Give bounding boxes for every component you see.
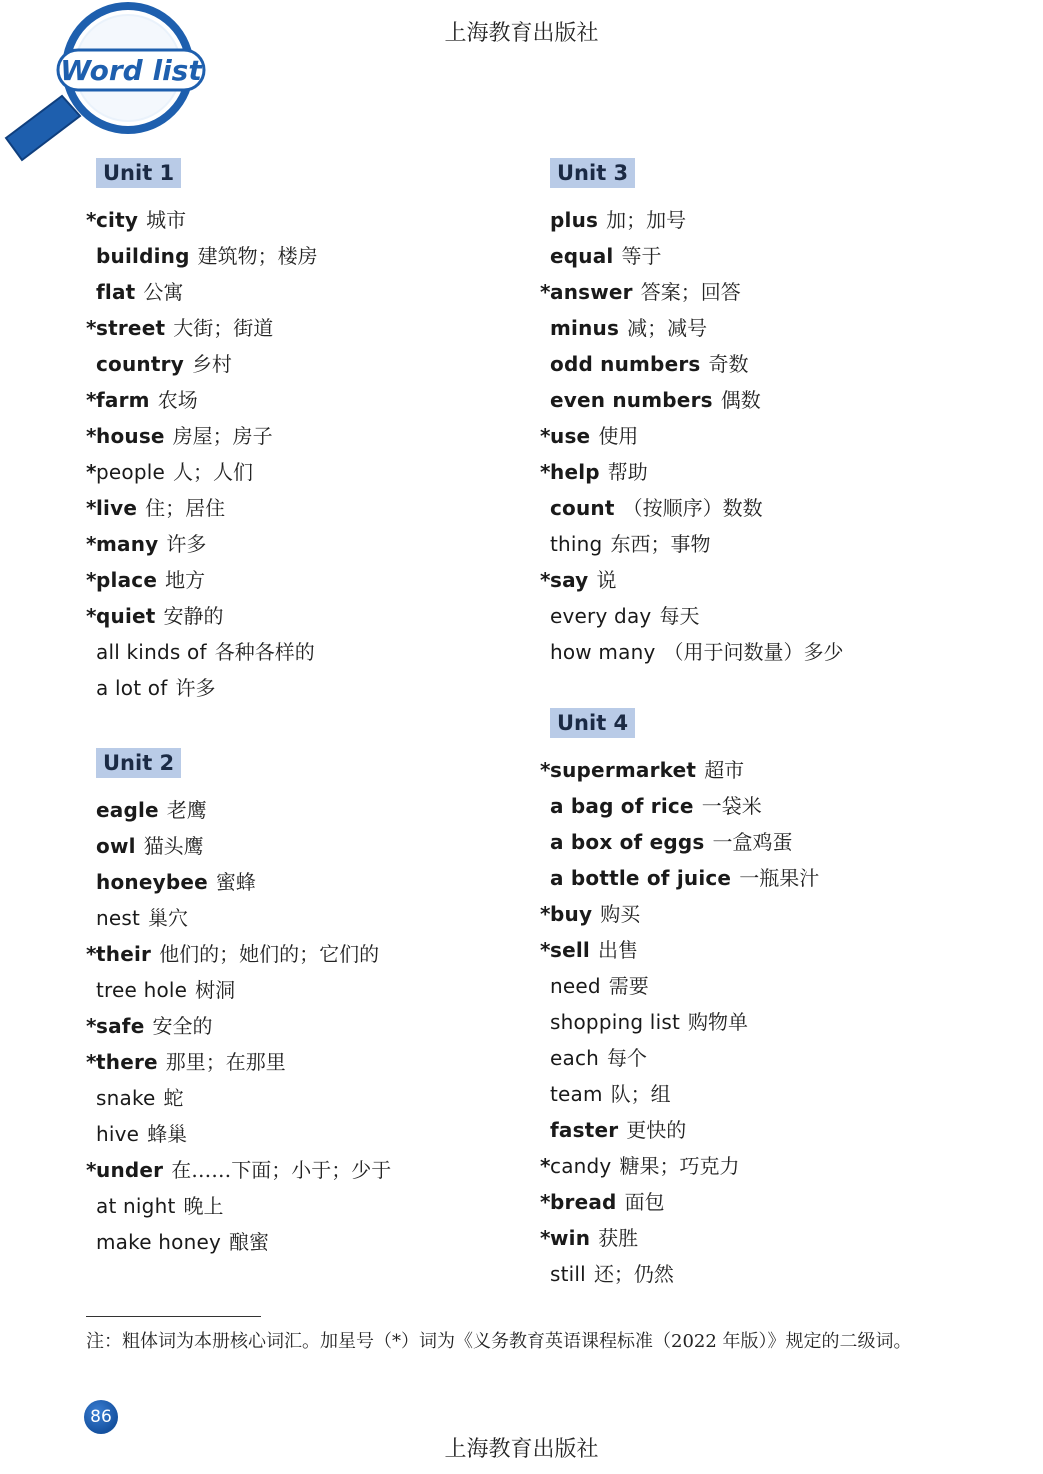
word-entry <box>86 1044 516 1080</box>
english-word: tree hole <box>96 978 188 1002</box>
unit-1-word-list <box>86 202 516 706</box>
word-entry <box>86 900 516 936</box>
chinese-meaning: 人；人们 <box>173 460 253 484</box>
core-word-star: * <box>540 1190 551 1214</box>
english-word: candy <box>550 1154 612 1178</box>
chinese-meaning: 安静的 <box>163 604 224 628</box>
english-word: faster <box>550 1118 619 1142</box>
core-word-star: * <box>86 424 97 448</box>
word-entry <box>86 1116 516 1152</box>
chinese-meaning: 出售 <box>597 938 638 962</box>
word-entry <box>540 752 1010 788</box>
chinese-meaning: 面包 <box>624 1190 665 1214</box>
english-word: eagle <box>96 798 159 822</box>
english-word: even numbers <box>550 388 713 412</box>
english-word: odd numbers <box>550 352 701 376</box>
publisher-footer: 上海教育出版社 <box>444 1437 599 1462</box>
english-word: safe <box>96 1014 145 1038</box>
unit-3-block <box>540 158 1010 670</box>
word-entry <box>86 864 516 900</box>
english-word: building <box>96 244 190 268</box>
english-word: thing <box>550 532 603 556</box>
english-word: supermarket <box>550 758 697 782</box>
word-entry <box>86 792 516 828</box>
word-entry <box>540 1004 1010 1040</box>
chinese-meaning: 获胜 <box>598 1226 639 1250</box>
english-word: count <box>550 496 615 520</box>
chinese-meaning: 每个 <box>607 1046 648 1070</box>
word-entry <box>86 454 516 490</box>
core-word-star: * <box>86 1014 97 1038</box>
word-entry <box>540 896 1010 932</box>
word-entry <box>540 526 1010 562</box>
english-word: team <box>550 1082 603 1106</box>
chinese-meaning: 许多 <box>175 676 216 700</box>
word-entry <box>540 562 1010 598</box>
chinese-meaning: 晚上 <box>183 1194 224 1218</box>
english-word: quiet <box>96 604 156 628</box>
word-entry <box>540 1184 1010 1220</box>
core-word-star: * <box>86 208 97 232</box>
right-column <box>540 158 1010 1292</box>
core-word-star: * <box>86 568 97 592</box>
unit-1-title: Unit 1 <box>96 158 181 188</box>
chinese-meaning: 减；减号 <box>627 316 708 340</box>
chinese-meaning: 东西；事物 <box>610 532 711 556</box>
english-word: country <box>96 352 184 376</box>
chinese-meaning: 还；仍然 <box>593 1262 674 1286</box>
core-word-star: * <box>86 316 97 340</box>
word-entry <box>86 670 516 706</box>
english-word: plus <box>550 208 599 232</box>
core-word-star: * <box>540 280 551 304</box>
chinese-meaning: 购物单 <box>687 1010 748 1034</box>
chinese-meaning: 老鹰 <box>166 798 207 822</box>
logo-text: Word list <box>60 54 202 87</box>
word-entry <box>540 824 1010 860</box>
english-word: minus <box>550 316 620 340</box>
english-word: place <box>96 568 158 592</box>
english-word: buy <box>550 902 593 926</box>
word-entry <box>86 598 516 634</box>
core-word-star: * <box>86 460 97 484</box>
chinese-meaning: 猫头鹰 <box>143 834 204 858</box>
footnote-divider <box>86 1316 261 1317</box>
english-word: snake <box>96 1086 156 1110</box>
core-word-star: * <box>86 388 97 412</box>
word-entry <box>86 1188 516 1224</box>
word-entry <box>540 932 1010 968</box>
word-entry <box>540 346 1010 382</box>
word-entry <box>540 274 1010 310</box>
chinese-meaning: 在……下面；小于；少于 <box>171 1158 392 1182</box>
chinese-meaning: 糖果；巧克力 <box>619 1154 740 1178</box>
word-entry <box>86 1008 516 1044</box>
chinese-meaning: 购买 <box>600 902 641 926</box>
word-entry <box>86 936 516 972</box>
unit-2-title: Unit 2 <box>96 748 181 778</box>
english-word: many <box>96 532 159 556</box>
english-word: at night <box>96 1194 176 1218</box>
core-word-star: * <box>540 460 551 484</box>
chinese-meaning: 蛇 <box>163 1086 184 1110</box>
word-entry <box>86 202 516 238</box>
core-word-star: * <box>86 1050 97 1074</box>
word-entry <box>540 1148 1010 1184</box>
word-entry <box>540 598 1010 634</box>
word-entry <box>86 490 516 526</box>
word-entry <box>540 1040 1010 1076</box>
core-word-star: * <box>540 938 551 962</box>
english-word: shopping list <box>550 1010 680 1034</box>
english-word: use <box>550 424 591 448</box>
word-entry <box>540 454 1010 490</box>
word-entry <box>540 202 1010 238</box>
chinese-meaning: 答案；回答 <box>640 280 741 304</box>
word-entry <box>540 310 1010 346</box>
english-word: a lot of <box>96 676 168 700</box>
english-word: answer <box>550 280 633 304</box>
english-word: people <box>96 460 165 484</box>
chinese-meaning: 一袋米 <box>701 794 762 818</box>
publisher-header: 上海教育出版社 <box>444 21 599 46</box>
chinese-meaning: 每天 <box>659 604 700 628</box>
english-word: help <box>550 460 600 484</box>
chinese-meaning: 队；组 <box>610 1082 671 1106</box>
english-word: how many <box>550 640 656 664</box>
chinese-meaning: 建筑物；楼房 <box>197 244 318 268</box>
core-word-star: * <box>540 424 551 448</box>
word-entry <box>86 1152 516 1188</box>
chinese-meaning: 乡村 <box>191 352 232 376</box>
english-word: equal <box>550 244 614 268</box>
chinese-meaning: 更快的 <box>626 1118 687 1142</box>
unit-4-word-list <box>540 752 1010 1292</box>
chinese-meaning: 蜜蜂 <box>215 870 256 894</box>
english-word: flat <box>96 280 136 304</box>
english-word: street <box>96 316 166 340</box>
core-word-star: * <box>86 532 97 556</box>
chinese-meaning: 地方 <box>165 568 206 592</box>
footnote: 注：粗体词为本册核心词汇。加星号（*）词为《义务教育英语课程标准（2022 年版）》规定的二级词。 <box>86 1331 912 1352</box>
english-word: a bottle of juice <box>550 866 732 890</box>
chinese-meaning: 等于 <box>621 244 662 268</box>
word-entry <box>540 968 1010 1004</box>
word-entry <box>86 382 516 418</box>
unit-1-block <box>86 158 516 706</box>
english-word: each <box>550 1046 600 1070</box>
unit-2-word-list <box>86 792 516 1260</box>
chinese-meaning: 公寓 <box>143 280 184 304</box>
word-entry <box>86 1080 516 1116</box>
word-entry <box>540 634 1010 670</box>
chinese-meaning: 那里；在那里 <box>165 1050 286 1074</box>
unit-3-title: Unit 3 <box>550 158 635 188</box>
chinese-meaning: 房屋；房子 <box>172 424 273 448</box>
english-word: nest <box>96 906 141 930</box>
chinese-meaning: 需要 <box>608 974 649 998</box>
english-word: every day <box>550 604 652 628</box>
english-word: sell <box>550 938 590 962</box>
english-word: a bag of rice <box>550 794 694 818</box>
chinese-meaning: 许多 <box>166 532 207 556</box>
core-word-star: * <box>540 568 551 592</box>
word-entry <box>86 828 516 864</box>
word-entry <box>86 310 516 346</box>
word-entry <box>86 238 516 274</box>
core-word-star: * <box>86 1158 97 1182</box>
english-word: honeybee <box>96 870 208 894</box>
magnifier-handle <box>6 96 80 160</box>
english-word: owl <box>96 834 136 858</box>
chinese-meaning: 加；加号 <box>606 208 687 232</box>
core-word-star: * <box>86 604 97 628</box>
word-entry <box>540 1256 1010 1292</box>
core-word-star: * <box>540 1226 551 1250</box>
chinese-meaning: 农场 <box>157 388 198 412</box>
page-number-badge: 86 <box>84 1400 118 1434</box>
word-entry <box>540 1220 1010 1256</box>
core-word-star: * <box>540 902 551 926</box>
unit-4-block <box>540 708 1010 1292</box>
core-word-star: * <box>86 942 97 966</box>
english-word: farm <box>96 388 150 412</box>
word-entry <box>540 382 1010 418</box>
chinese-meaning: 大街；街道 <box>173 316 274 340</box>
english-word: need <box>550 974 601 998</box>
chinese-meaning: 使用 <box>598 424 639 448</box>
chinese-meaning: 一盒鸡蛋 <box>712 830 793 854</box>
english-word: their <box>96 942 152 966</box>
english-word: win <box>550 1226 591 1250</box>
chinese-meaning: 树洞 <box>195 978 236 1002</box>
chinese-meaning: 偶数 <box>720 388 761 412</box>
word-entry <box>540 1112 1010 1148</box>
word-entry <box>86 274 516 310</box>
english-word: under <box>96 1158 164 1182</box>
chinese-meaning: 巢穴 <box>148 906 189 930</box>
english-word: all kinds of <box>96 640 207 664</box>
word-list-logo <box>0 0 215 170</box>
unit-4-title: Unit 4 <box>550 708 635 738</box>
english-word: still <box>550 1262 586 1286</box>
english-word: a box of eggs <box>550 830 705 854</box>
english-word: city <box>96 208 139 232</box>
chinese-meaning: 安全的 <box>152 1014 213 1038</box>
core-word-star: * <box>540 1154 551 1178</box>
chinese-meaning: 超市 <box>704 758 745 782</box>
chinese-meaning: 城市 <box>146 208 187 232</box>
chinese-meaning: 奇数 <box>708 352 749 376</box>
english-word: bread <box>550 1190 617 1214</box>
chinese-meaning: 说 <box>596 568 617 592</box>
word-entry <box>86 634 516 670</box>
word-entry <box>540 418 1010 454</box>
chinese-meaning: 住；居住 <box>145 496 226 520</box>
chinese-meaning: 酿蜜 <box>229 1230 269 1254</box>
word-entry <box>540 1076 1010 1112</box>
core-word-star: * <box>540 758 551 782</box>
english-word: make honey <box>96 1230 221 1254</box>
chinese-meaning: （按顺序）数数 <box>622 496 763 520</box>
chinese-meaning: 蜂巢 <box>147 1122 188 1146</box>
english-word: say <box>550 568 589 592</box>
word-entry <box>86 526 516 562</box>
unit-3-word-list <box>540 202 1010 670</box>
word-entry <box>86 972 516 1008</box>
left-column <box>86 158 516 1260</box>
unit-2-block <box>86 748 516 1260</box>
chinese-meaning: 他们的；她们的；它们的 <box>159 942 380 966</box>
word-entry <box>540 490 1010 526</box>
word-entry <box>86 1224 516 1260</box>
word-entry <box>540 238 1010 274</box>
chinese-meaning: （用于问数量）多少 <box>663 640 844 664</box>
word-entry <box>86 418 516 454</box>
english-word: house <box>96 424 165 448</box>
english-word: there <box>96 1050 158 1074</box>
english-word: hive <box>96 1122 140 1146</box>
word-entry <box>86 346 516 382</box>
word-entry <box>86 562 516 598</box>
word-entry <box>540 788 1010 824</box>
word-entry <box>540 860 1010 896</box>
chinese-meaning: 帮助 <box>607 460 648 484</box>
core-word-star: * <box>86 496 97 520</box>
english-word: live <box>96 496 138 520</box>
chinese-meaning: 各种各样的 <box>214 640 315 664</box>
chinese-meaning: 一瓶果汁 <box>739 866 820 890</box>
